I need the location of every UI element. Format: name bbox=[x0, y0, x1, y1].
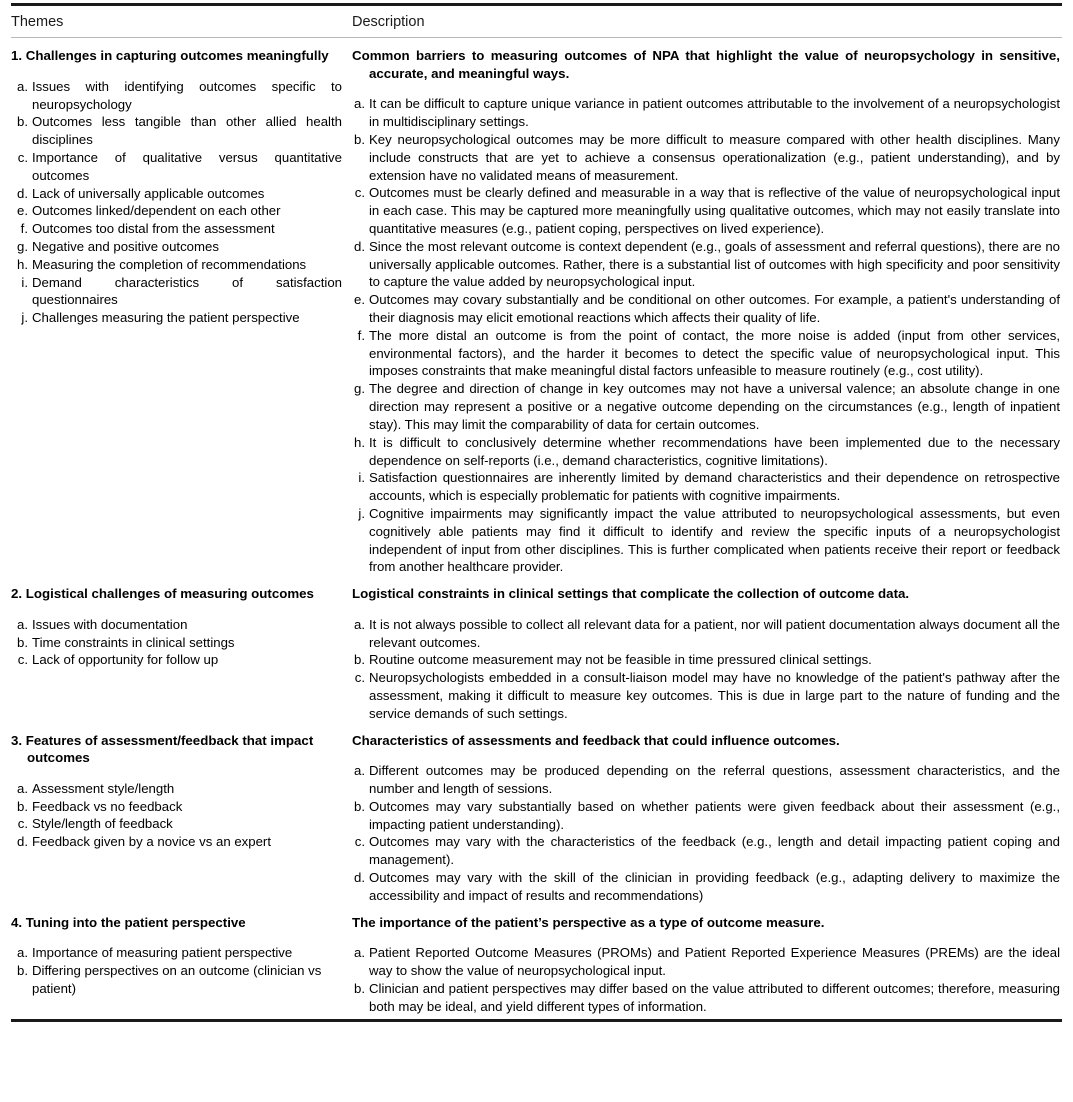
list-item-text: Outcomes must be clearly defined and measurable in a way that is reflective of the value of neuropsychological input in each case. This may be captured more meaningfully using qualitative outcomes, which may not easily translate into quantitative measures (e.g., patient coping, perspectives on lived experience). bbox=[369, 185, 1060, 236]
list-item-text: Outcomes linked/dependent on each other bbox=[32, 203, 281, 219]
list-item-text: Outcomes may vary with the skill of the clinician in providing feedback (e.g., adapting delivery to maximize the accessibility and impact of results and recommendations) bbox=[369, 870, 1060, 903]
list-item-marker: c. bbox=[354, 185, 365, 201]
list-item bbox=[352, 291, 1060, 327]
section-theme-title: 1. Challenges in capturing outcomes meaningfully bbox=[11, 48, 329, 64]
list-item-text: Key neuropsychological outcomes may be more difficult to measure compared with other health disciplines. Many include constructs that are yet to achieve a consensus operationalization (e.g., patient understanding), and by extension have no validated means of measurement. bbox=[369, 131, 1060, 183]
list-item-marker: j. bbox=[21, 310, 28, 326]
description-subitem-list bbox=[352, 603, 1060, 723]
list-item-text: Lack of opportunity for follow up bbox=[32, 652, 219, 668]
list-item-text: Clinician and patient perspectives may differ based on the value attributed to different outcomes; therefore, measuring both may be ideal, and yield different types of information. bbox=[369, 980, 1060, 1014]
list-item-text: Feedback given by a novice vs an expert bbox=[32, 834, 271, 850]
list-item-text: Issues with identifying outcomes specific to neuropsychology bbox=[32, 78, 342, 112]
table-row bbox=[11, 905, 1062, 1016]
list-item bbox=[11, 616, 342, 634]
list-item-text: Routine outcome measurement may not be feasible in time pressured clinical settings. bbox=[369, 652, 872, 668]
header-cell-themes bbox=[11, 6, 352, 38]
list-item-text: It is difficult to conclusively determine whether recommendations have been implemented due to the necessary dependence on self-reports (i.e., demand characteristics, cognitive limitations). bbox=[369, 434, 1060, 468]
list-item bbox=[11, 149, 342, 185]
theme-cell bbox=[11, 38, 352, 576]
list-item bbox=[11, 780, 342, 798]
list-item-text: The more distal an outcome is from the point of contact, the more noise is added (input from other services, environmental factors), and the harder it becomes to detect the specific value of neuropsychological input. This imposes constraints that make meaningful distal factors unfeasible to measure routinely (e.g., cost utility). bbox=[369, 327, 1060, 379]
list-item-marker: e. bbox=[17, 203, 28, 219]
list-item-text: Negative and positive outcomes bbox=[32, 239, 219, 255]
table-header-row bbox=[11, 6, 1062, 38]
list-item-text: Outcomes may vary substantially based on whether patients were given feedback about their assessment (e.g., impacting patient understanding). bbox=[369, 798, 1060, 832]
section-theme-title: 4. Tuning into the patient perspective bbox=[11, 914, 246, 930]
list-item-text: Challenges measuring the patient perspective bbox=[32, 310, 300, 326]
description-cell bbox=[352, 905, 1062, 1016]
list-item-marker: a. bbox=[354, 616, 365, 632]
theme-cell bbox=[11, 905, 352, 1016]
list-item bbox=[352, 327, 1060, 380]
list-item-marker: c. bbox=[17, 149, 28, 165]
list-item bbox=[11, 274, 342, 310]
list-item bbox=[352, 95, 1060, 131]
column-header-themes: Themes bbox=[11, 13, 64, 30]
list-item-marker: f. bbox=[20, 221, 28, 237]
list-item-marker: b. bbox=[354, 652, 365, 668]
list-item bbox=[352, 469, 1060, 505]
list-item-marker: a. bbox=[354, 96, 365, 112]
list-item-text: Feedback vs no feedback bbox=[32, 798, 183, 814]
section-description-title: Common barriers to measuring outcomes of NPA that highlight the value of neuropsychology in sensitive, accurate, and meaningful ways. bbox=[352, 48, 1060, 81]
list-item-text: Lack of universally applicable outcomes bbox=[32, 185, 265, 201]
list-item bbox=[352, 980, 1060, 1016]
list-item-marker: b. bbox=[354, 980, 365, 996]
list-item bbox=[11, 798, 342, 816]
list-item-text: Since the most relevant outcome is context dependent (e.g., goals of assessment and referral questions), there are no universally applicable outcomes. Rather, there is a substantial list of outcomes with high specificity and poor sensitivity to capture the value added by neuropsychological input. bbox=[369, 238, 1060, 290]
list-item-text: Outcomes may covary substantially and be conditional on other outcomes. For example, a patient's understanding of their diagnosis may elicit emotional reactions which affects their quality of life. bbox=[369, 292, 1060, 326]
list-item bbox=[11, 113, 342, 149]
theme-subitem-list bbox=[11, 767, 342, 851]
section-theme-title: 2. Logistical challenges of measuring outcomes bbox=[11, 586, 314, 602]
list-item bbox=[352, 238, 1060, 291]
list-item bbox=[11, 944, 342, 962]
list-item bbox=[11, 962, 342, 998]
list-item bbox=[11, 651, 342, 669]
list-item-marker: i. bbox=[358, 470, 365, 486]
list-item bbox=[352, 131, 1060, 184]
list-item bbox=[352, 651, 1060, 669]
list-item bbox=[11, 238, 342, 256]
list-item-marker: b. bbox=[17, 114, 28, 130]
theme-subitem-list bbox=[11, 931, 342, 997]
list-item bbox=[352, 669, 1060, 722]
list-item bbox=[352, 616, 1060, 652]
column-header-description: Description bbox=[352, 13, 425, 30]
list-item-marker: h. bbox=[354, 434, 365, 450]
section-description-title: Characteristics of assessments and feedback that could influence outcomes. bbox=[352, 732, 840, 748]
list-item-text: Demand characteristics of satisfaction questionnaires bbox=[32, 274, 342, 308]
section-description-title: The importance of the patient’s perspective as a type of outcome measure. bbox=[352, 914, 825, 930]
description-cell bbox=[352, 723, 1062, 905]
list-item bbox=[352, 505, 1060, 576]
table-row bbox=[11, 723, 1062, 905]
list-item-marker: c. bbox=[17, 652, 28, 668]
list-item-marker: c. bbox=[354, 834, 365, 850]
list-item-marker: d. bbox=[354, 238, 365, 254]
description-subitem-list bbox=[352, 931, 1060, 1015]
list-item bbox=[11, 256, 342, 274]
table-bottom-rule bbox=[11, 1019, 1062, 1022]
list-item-text: Issues with documentation bbox=[32, 616, 188, 632]
list-item bbox=[352, 944, 1060, 980]
list-item bbox=[352, 798, 1060, 834]
list-item bbox=[352, 380, 1060, 433]
list-item bbox=[11, 78, 342, 114]
list-item-text: The degree and direction of change in key outcomes may not have a universal valence; an absolute change in one direction may represent a positive or a negative outcome depending on the circumstances (e.g., length of inpatient stay). This may limit the comparability of data for certain outcomes. bbox=[369, 381, 1060, 432]
list-item-text: Outcomes may vary with the characteristics of the feedback (e.g., length and detail impacting patient coping and management). bbox=[369, 834, 1060, 868]
theme-cell bbox=[11, 576, 352, 722]
list-item-marker: j. bbox=[358, 505, 365, 521]
document-page bbox=[0, 3, 1073, 1102]
list-item-text: Assessment style/length bbox=[32, 780, 175, 796]
description-cell bbox=[352, 38, 1062, 576]
list-item-marker: c. bbox=[354, 670, 365, 686]
list-item-marker: d. bbox=[17, 834, 28, 850]
section-theme-title: 3. Features of assessment/feedback that impact outcomes bbox=[11, 732, 314, 766]
list-item-text: Outcomes less tangible than other allied health disciplines bbox=[32, 114, 342, 148]
list-item-marker: b. bbox=[17, 798, 28, 814]
list-item-marker: b. bbox=[17, 963, 28, 979]
list-item-text: Different outcomes may be produced depending on the referral questions, assessment characteristics, and the number and length of sessions. bbox=[369, 763, 1060, 796]
list-item-marker: f. bbox=[357, 327, 365, 343]
section-description-title: Logistical constraints in clinical settings that complicate the collection of outcome data. bbox=[352, 586, 910, 602]
list-item-marker: a. bbox=[354, 763, 365, 779]
list-item-marker: g. bbox=[17, 239, 28, 255]
list-item bbox=[11, 309, 342, 327]
list-item bbox=[11, 833, 342, 851]
list-item bbox=[352, 434, 1060, 470]
list-item-marker: a. bbox=[17, 780, 28, 796]
list-item-text: It can be difficult to capture unique variance in patient outcomes attributable to the involvement of a neuropsychologist in multidisciplinary settings. bbox=[369, 96, 1060, 130]
list-item-marker: b. bbox=[354, 798, 365, 814]
list-item-marker: d. bbox=[17, 185, 28, 201]
list-item-marker: h. bbox=[17, 256, 28, 272]
list-item-marker: e. bbox=[354, 292, 365, 308]
list-item-text: Cognitive impairments may significantly impact the value attributed to neuropsychological assessments, but even cognitively able patients may find it difficult to identify and review the specific inputs of a neuropsychologist independent of input from other disciplines. This is further complicated when patients receive their report or feedback from another healthcare provider. bbox=[369, 505, 1060, 575]
list-item-text: Measuring the completion of recommendations bbox=[32, 256, 307, 272]
list-item bbox=[11, 220, 342, 238]
list-item bbox=[11, 202, 342, 220]
themes-description-body bbox=[11, 38, 1062, 1015]
list-item bbox=[11, 634, 342, 652]
theme-subitem-list bbox=[11, 65, 342, 327]
list-item-marker: d. bbox=[354, 870, 365, 886]
list-item bbox=[352, 833, 1060, 869]
list-item-marker: i. bbox=[21, 274, 28, 290]
list-item-marker: b. bbox=[354, 131, 365, 147]
list-item-text: Importance of measuring patient perspective bbox=[32, 945, 293, 961]
list-item bbox=[352, 762, 1060, 798]
list-item-marker: a. bbox=[17, 616, 28, 632]
list-item-marker: g. bbox=[354, 381, 365, 397]
description-subitem-list bbox=[352, 82, 1060, 576]
list-item-text: It is not always possible to collect all relevant data for a patient, nor will patient documentation always document all the relevant outcomes. bbox=[369, 616, 1060, 650]
list-item-marker: a. bbox=[17, 78, 28, 94]
list-item-text: Satisfaction questionnaires are inherently limited by demand characteristics and their dependence on retrospective accounts, which is especially problematic for patients with cognitive impairments. bbox=[369, 470, 1060, 504]
list-item-marker: a. bbox=[354, 945, 365, 961]
list-item-text: Outcomes too distal from the assessment bbox=[32, 221, 275, 237]
list-item-text: Time constraints in clinical settings bbox=[32, 634, 235, 650]
list-item-marker: c. bbox=[17, 816, 28, 832]
description-cell bbox=[352, 576, 1062, 722]
list-item bbox=[352, 869, 1060, 905]
list-item bbox=[11, 815, 342, 833]
list-item-marker: a. bbox=[17, 945, 28, 961]
list-item-text: Differing perspectives on an outcome (clinician vs patient) bbox=[32, 963, 322, 996]
list-item bbox=[352, 184, 1060, 237]
list-item-text: Style/length of feedback bbox=[32, 816, 173, 832]
table-row bbox=[11, 38, 1062, 576]
list-item-text: Neuropsychologists embedded in a consult-liaison model may have no knowledge of the patient's pathway after the assessment, making it difficult to measure key outcomes. This is due in large part to the nature of funding and the service demands of such settings. bbox=[369, 670, 1060, 721]
themes-description-table bbox=[11, 6, 1062, 38]
table-row bbox=[11, 576, 1062, 722]
list-item-text: Importance of qualitative versus quantitative outcomes bbox=[32, 149, 342, 183]
header-cell-description bbox=[352, 6, 1062, 38]
list-item-text: Patient Reported Outcome Measures (PROMs) and Patient Reported Experience Measures (PREMs) are the ideal way to show the value of neuropsychological input. bbox=[369, 945, 1060, 979]
theme-subitem-list bbox=[11, 603, 342, 669]
list-item bbox=[11, 185, 342, 203]
description-subitem-list bbox=[352, 749, 1060, 905]
list-item-marker: b. bbox=[17, 634, 28, 650]
theme-cell bbox=[11, 723, 352, 905]
